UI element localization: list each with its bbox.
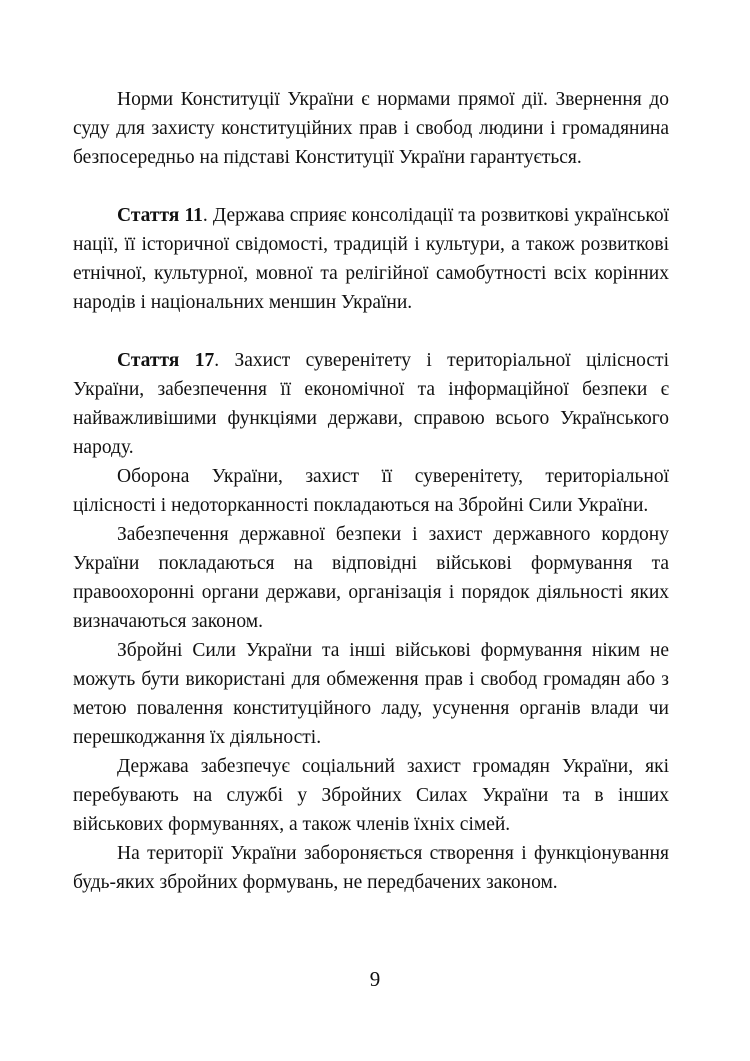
article-17-text: . Захист суверенітету і територіальної цілісності України, забезпечення її економічної та інформаційної безпеки є найважливішими функціями держави, справою всього Українського народу.	[73, 350, 670, 458]
paragraph-armed-forces-limits: Збройні Сили України та інші військові формування ніким не можуть бути використані для обмеження прав і свобод громадян або з метою повалення конституційного ладу, усунення органів влади чи перешкоджання їх діяльності.	[73, 640, 669, 748]
paragraph-spacer	[73, 172, 669, 201]
article-11-heading: Стаття 11	[117, 205, 203, 226]
paragraph-direct-effect: Норми Конституції України є нормами прямої дії. Звернення до суду для захисту конституційних прав і свобод людини і громадянина безпосередньо на підставі Конституції України гарантується.	[73, 89, 669, 168]
article-17-heading: Стаття 17	[117, 350, 215, 371]
article-11	[73, 201, 669, 317]
paragraph-defense: Оборона України, захист її суверенітету, територіальної цілісності і недоторканності покладаються на Збройні Сили України.	[73, 466, 669, 516]
paragraph-prohibition: На території України забороняється створення і функціонування будь-яких збройних формувань, не передбачених законом.	[73, 843, 669, 893]
article-11-text: . Держава сприяє консолідації та розвиткові української нації, її історичної свідомості, традицій і культури, а також розвиткові етнічної, культурної, мовної та релігійної самобутності всіх корінних народів і національних меншин України.	[73, 205, 669, 313]
document-page	[73, 85, 669, 897]
paragraph-state-security: Забезпечення державної безпеки і захист державного кордону України покладаються на відповідні військові формування та правоохоронні органи держави, організація і порядок діяльності яких визначаються законом.	[73, 524, 669, 632]
article-17	[73, 346, 669, 462]
page-number: 9	[369, 967, 381, 991]
paragraph-spacer	[73, 317, 669, 346]
paragraph-social-protection: Держава забезпечує соціальний захист громадян України, які перебувають на службі у Збройних Силах України та в інших військових формуваннях, а також членів їхніх сімей.	[73, 756, 669, 835]
